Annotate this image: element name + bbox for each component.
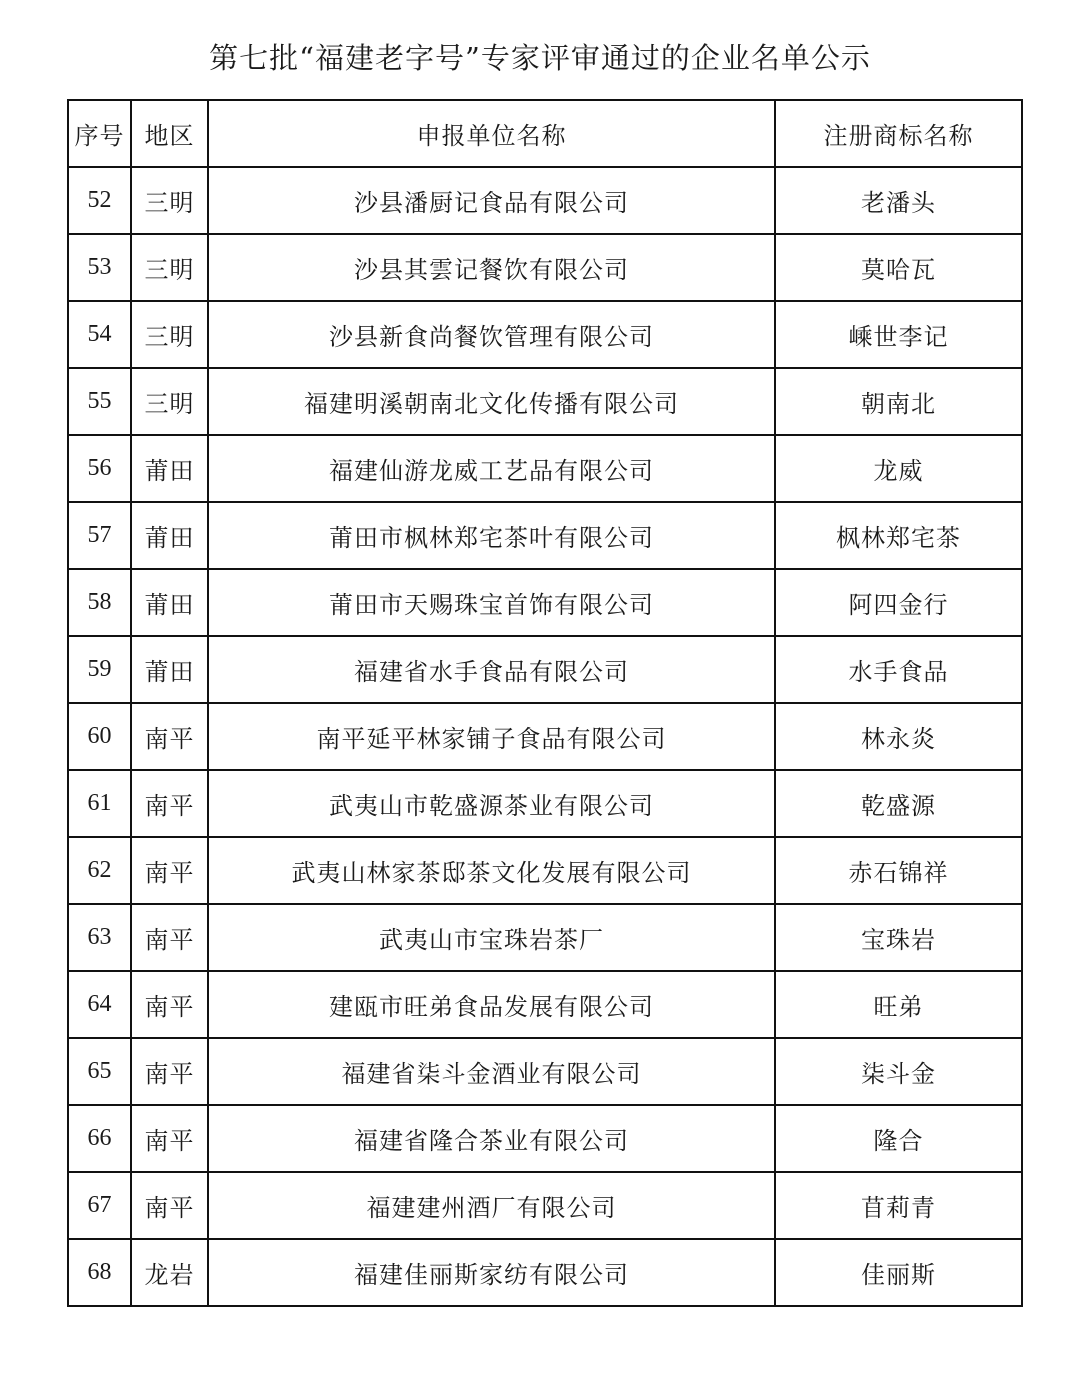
cell-region: 龙岩 <box>131 1239 208 1306</box>
cell-region: 三明 <box>131 167 208 234</box>
header-company-name: 申报单位名称 <box>208 100 775 167</box>
cell-serial-number: 64 <box>68 971 131 1038</box>
header-region: 地区 <box>131 100 208 167</box>
cell-trademark-name: 宝珠岩 <box>775 904 1022 971</box>
cell-company-name: 福建佳丽斯家纺有限公司 <box>208 1239 775 1306</box>
cell-serial-number: 56 <box>68 435 131 502</box>
cell-trademark-name: 旺弟 <box>775 971 1022 1038</box>
cell-region: 南平 <box>131 703 208 770</box>
cell-region: 南平 <box>131 904 208 971</box>
table-row <box>68 301 1022 368</box>
cell-region: 南平 <box>131 770 208 837</box>
table-row <box>68 435 1022 502</box>
table-row <box>68 703 1022 770</box>
cell-region: 莆田 <box>131 502 208 569</box>
cell-company-name: 福建省柒斗金酒业有限公司 <box>208 1038 775 1105</box>
cell-company-name: 福建省隆合茶业有限公司 <box>208 1105 775 1172</box>
cell-trademark-name: 嵊世李记 <box>775 301 1022 368</box>
cell-region: 南平 <box>131 1038 208 1105</box>
cell-trademark-name: 龙威 <box>775 435 1022 502</box>
enterprise-list-table <box>67 99 1023 1307</box>
cell-company-name: 莆田市天赐珠宝首饰有限公司 <box>208 569 775 636</box>
cell-company-name: 莆田市枫林郑宅茶叶有限公司 <box>208 502 775 569</box>
cell-region: 三明 <box>131 234 208 301</box>
cell-company-name: 沙县潘厨记食品有限公司 <box>208 167 775 234</box>
table-row <box>68 368 1022 435</box>
cell-trademark-name: 水手食品 <box>775 636 1022 703</box>
header-serial-number: 序号 <box>68 100 131 167</box>
header-trademark-name: 注册商标名称 <box>775 100 1022 167</box>
header-row <box>68 100 1022 167</box>
cell-serial-number: 66 <box>68 1105 131 1172</box>
cell-company-name: 福建建州酒厂有限公司 <box>208 1172 775 1239</box>
cell-company-name: 福建仙游龙威工艺品有限公司 <box>208 435 775 502</box>
table-row <box>68 1038 1022 1105</box>
table-row <box>68 904 1022 971</box>
cell-company-name: 福建明溪朝南北文化传播有限公司 <box>208 368 775 435</box>
table-row <box>68 1172 1022 1239</box>
cell-company-name: 建瓯市旺弟食品发展有限公司 <box>208 971 775 1038</box>
cell-trademark-name: 阿四金行 <box>775 569 1022 636</box>
table-body <box>68 167 1022 1306</box>
table-row <box>68 1105 1022 1172</box>
cell-trademark-name: 老潘头 <box>775 167 1022 234</box>
cell-company-name: 福建省水手食品有限公司 <box>208 636 775 703</box>
table-row <box>68 837 1022 904</box>
table-row <box>68 636 1022 703</box>
cell-company-name: 沙县其雲记餐饮有限公司 <box>208 234 775 301</box>
cell-company-name: 武夷山市乾盛源茶业有限公司 <box>208 770 775 837</box>
cell-serial-number: 68 <box>68 1239 131 1306</box>
cell-serial-number: 61 <box>68 770 131 837</box>
cell-company-name: 武夷山市宝珠岩茶厂 <box>208 904 775 971</box>
cell-serial-number: 62 <box>68 837 131 904</box>
cell-trademark-name: 苜莉青 <box>775 1172 1022 1239</box>
table-row <box>68 502 1022 569</box>
cell-serial-number: 52 <box>68 167 131 234</box>
cell-region: 南平 <box>131 1105 208 1172</box>
table-row <box>68 569 1022 636</box>
cell-serial-number: 63 <box>68 904 131 971</box>
cell-serial-number: 57 <box>68 502 131 569</box>
cell-trademark-name: 莫哈瓦 <box>775 234 1022 301</box>
cell-region: 南平 <box>131 1172 208 1239</box>
cell-company-name: 武夷山林家茶邸茶文化发展有限公司 <box>208 837 775 904</box>
cell-serial-number: 59 <box>68 636 131 703</box>
cell-trademark-name: 朝南北 <box>775 368 1022 435</box>
cell-region: 莆田 <box>131 569 208 636</box>
cell-trademark-name: 乾盛源 <box>775 770 1022 837</box>
cell-trademark-name: 佳丽斯 <box>775 1239 1022 1306</box>
cell-company-name: 南平延平林家铺子食品有限公司 <box>208 703 775 770</box>
table-row <box>68 971 1022 1038</box>
cell-company-name: 沙县新食尚餐饮管理有限公司 <box>208 301 775 368</box>
cell-trademark-name: 柒斗金 <box>775 1038 1022 1105</box>
cell-trademark-name: 隆合 <box>775 1105 1022 1172</box>
table-row <box>68 770 1022 837</box>
page-title: 第七批“福建老字号”专家评审通过的企业名单公示 <box>209 41 871 75</box>
cell-serial-number: 60 <box>68 703 131 770</box>
cell-region: 莆田 <box>131 636 208 703</box>
cell-region: 三明 <box>131 301 208 368</box>
cell-trademark-name: 赤石锦祥 <box>775 837 1022 904</box>
cell-trademark-name: 枫林郑宅茶 <box>775 502 1022 569</box>
table-row <box>68 1239 1022 1306</box>
cell-serial-number: 54 <box>68 301 131 368</box>
table-row <box>68 234 1022 301</box>
cell-region: 南平 <box>131 837 208 904</box>
cell-region: 三明 <box>131 368 208 435</box>
cell-serial-number: 55 <box>68 368 131 435</box>
cell-region: 莆田 <box>131 435 208 502</box>
cell-trademark-name: 林永炎 <box>775 703 1022 770</box>
cell-serial-number: 65 <box>68 1038 131 1105</box>
table-header <box>68 100 1022 167</box>
cell-region: 南平 <box>131 971 208 1038</box>
cell-serial-number: 58 <box>68 569 131 636</box>
cell-serial-number: 53 <box>68 234 131 301</box>
table-row <box>68 167 1022 234</box>
cell-serial-number: 67 <box>68 1172 131 1239</box>
